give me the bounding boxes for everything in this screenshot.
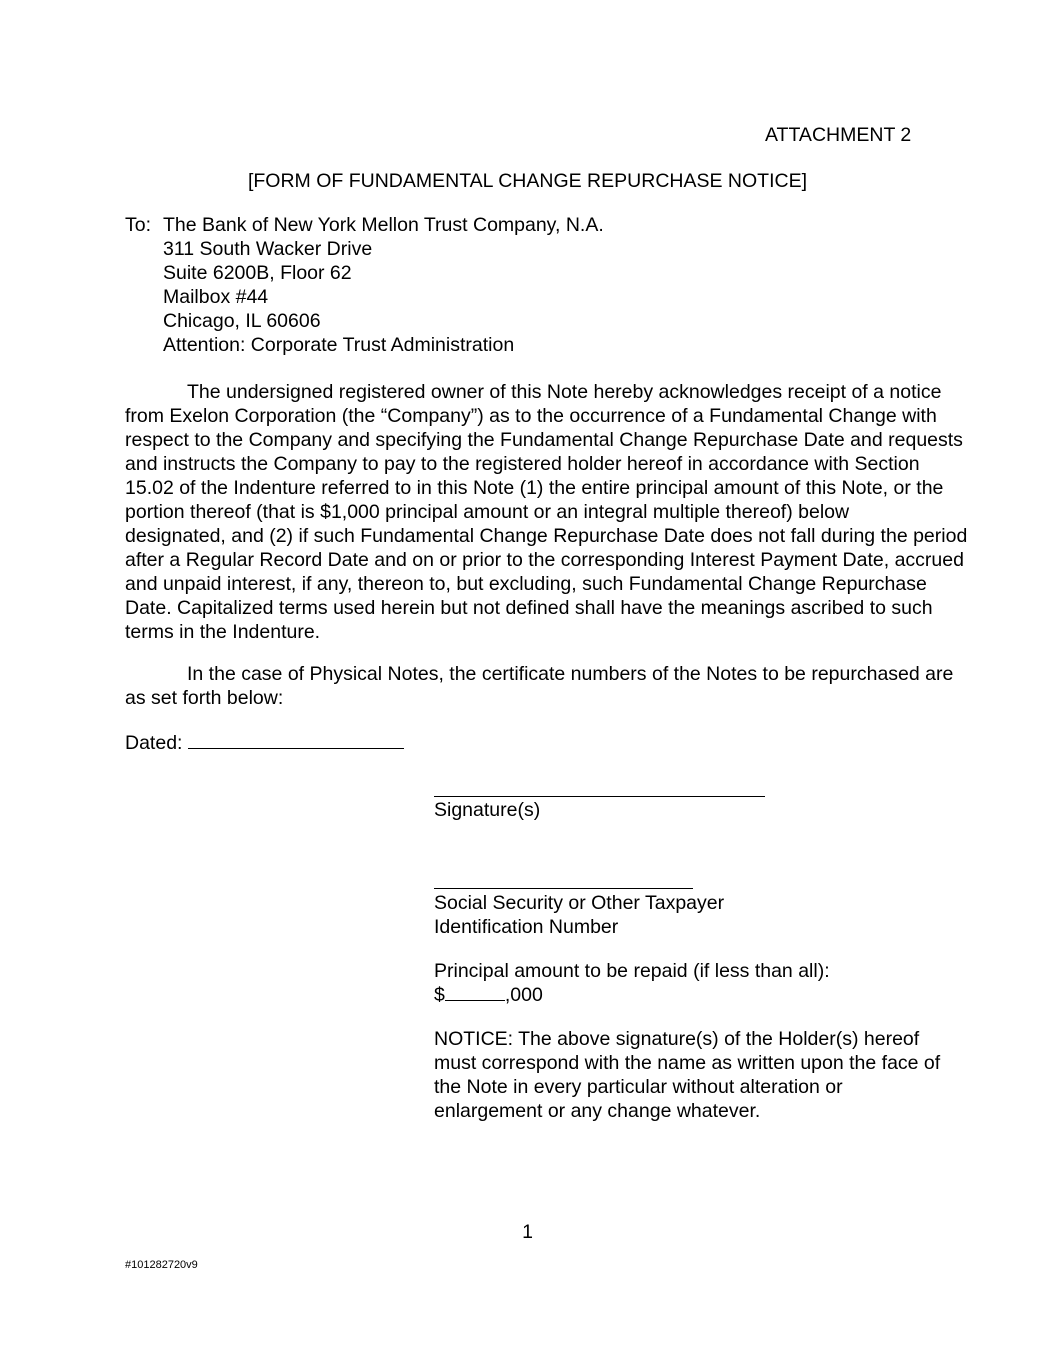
- attachment-label: ATTACHMENT 2: [765, 124, 912, 146]
- paragraph-line: from Exelon Corporation (the “Company”) as to the occurrence of a Fundamental Change with: [125, 405, 937, 427]
- notice-line: enlargement or any change whatever.: [434, 1100, 761, 1122]
- notice-line: must correspond with the name as written upon the face of: [434, 1052, 941, 1074]
- notice-paragraph: [434, 1027, 940, 1123]
- acknowledgement-paragraph: [125, 380, 967, 644]
- address-block: [163, 213, 604, 357]
- address-line: Mailbox #44: [163, 286, 269, 308]
- principal-amount-block: [434, 959, 830, 1007]
- paragraph-line: after a Regular Record Date and on or prior to the corresponding Interest Payment Date, accrued: [125, 549, 964, 571]
- address-line: Suite 6200B, Floor 62: [163, 262, 352, 284]
- taxpayer-label-line: Social Security or Other Taxpayer: [434, 892, 725, 914]
- taxpayer-id-blank-line[interactable]: [434, 888, 693, 889]
- taxpayer-id-label: [434, 891, 724, 939]
- paragraph-line: as set forth below:: [125, 687, 284, 709]
- taxpayer-label-line: Identification Number: [434, 916, 619, 938]
- paragraph-line: and unpaid interest, if any, thereon to, but excluding, such Fundamental Change Repurchase: [125, 573, 927, 595]
- paragraph-line: terms in the Indenture.: [125, 621, 321, 643]
- notice-line: NOTICE: The above signature(s) of the Holder(s) hereof: [434, 1028, 920, 1050]
- principal-amount-row: [434, 983, 830, 1007]
- address-line: 311 South Wacker Drive: [163, 238, 373, 260]
- document-id: #101282720v9: [125, 1259, 198, 1271]
- paragraph-line: The undersigned registered owner of this Note hereby acknowledges receipt of a notice: [187, 381, 942, 403]
- signature-label: Signature(s): [434, 799, 541, 821]
- paragraph-line: and instructs the Company to pay to the registered holder hereof in accordance with Section: [125, 453, 920, 475]
- form-title: [FORM OF FUNDAMENTAL CHANGE REPURCHASE NOTICE]: [247, 170, 808, 192]
- address-line: The Bank of New York Mellon Trust Company, N.A.: [163, 214, 604, 236]
- address-line: Chicago, IL 60606: [163, 310, 321, 332]
- address-line: Attention: Corporate Trust Administration: [163, 334, 515, 356]
- dated-label: Dated:: [125, 732, 183, 754]
- paragraph-line: respect to the Company and specifying the Fundamental Change Repurchase Date and requests: [125, 429, 963, 451]
- principal-amount-label: Principal amount to be repaid (if less than all):: [434, 960, 830, 982]
- paragraph-line: designated, and (2) if such Fundamental Change Repurchase Date does not fall during the period: [125, 525, 968, 547]
- dated-row: [125, 730, 404, 755]
- paragraph-line: In the case of Physical Notes, the certificate numbers of the Notes to be repurchased are: [187, 663, 954, 685]
- paragraph-line: Date. Capitalized terms used herein but not defined shall have the meanings ascribed to such: [125, 597, 933, 619]
- address-to-label: To:: [125, 214, 152, 236]
- dated-blank-line[interactable]: [188, 730, 404, 749]
- page-number: 1: [522, 1221, 533, 1243]
- paragraph-line: 15.02 of the Indenture referred to in this Note (1) the entire principal amount of this Note, or the: [125, 477, 944, 499]
- amount-prefix: $: [434, 984, 445, 1006]
- physical-notes-paragraph: [125, 662, 953, 710]
- amount-blank-line[interactable]: [445, 983, 505, 1001]
- signature-blank-line[interactable]: [434, 796, 765, 797]
- amount-suffix: ,000: [504, 984, 543, 1006]
- notice-line: the Note in every particular without alteration or: [434, 1076, 843, 1098]
- paragraph-line: portion thereof (that is $1,000 principal amount or an integral multiple thereof) below: [125, 501, 850, 523]
